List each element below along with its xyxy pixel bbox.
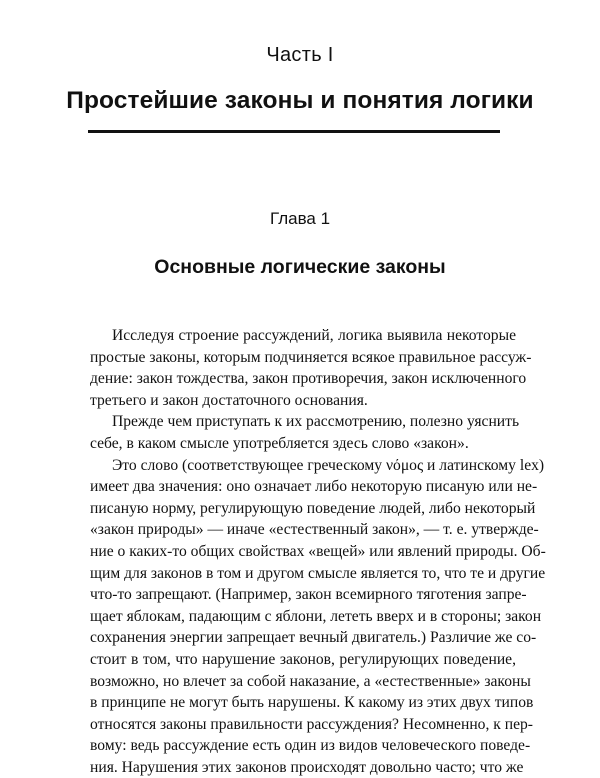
body-line: писаную норму, регулирующую поведение людей, либо некоторый (90, 499, 536, 517)
body-line: Это слово (соответствующее греческому νόμος и латинскому lex) (112, 456, 545, 474)
body-line: Исследуя строение рассуждений, логика выявила некоторые (112, 327, 516, 344)
body-line: щает яблокам, падающим с яблони, лететь вверх и в стороны; закон (90, 607, 542, 625)
body-line: относятся законы правильности рассуждения? Несомненно, к пер- (90, 715, 533, 733)
body-line: стоит в том, что нарушение законов, регулирующих поведение, (90, 650, 516, 668)
part-title: Простейшие законы и понятия логики (66, 87, 534, 114)
body-line: что-то запрещают. (Например, закон всемирного тяготения запре- (90, 586, 527, 604)
body-line: себе, в каком смысле употребляется здесь слово «закон». (90, 434, 469, 452)
body-line: вому: ведь рассуждение есть один из видов человеческого поведе- (90, 737, 531, 755)
body-line: «закон природы» — иначе «естественный закон», — т. е. утвержде- (90, 521, 539, 539)
body-line: имеет два значения: оно означает либо некоторую писаную или не- (90, 478, 538, 496)
chapter-title: Основные логические законы (154, 256, 446, 278)
body-line: щим для законов в том и другом смысле является то, что те и другие (90, 564, 546, 582)
body-line: третьего и закон достаточного основания. (90, 391, 368, 409)
body-line: в принципе не могут быть нарушены. К какому из этих двух типов (90, 694, 534, 712)
body-line: ние о каких-то общих свойствах «вещей» или явлений природы. Об- (90, 542, 546, 560)
body-line: простые законы, которым подчиняется всякое правильное рассуж- (90, 348, 532, 366)
body-line: возможно, но влечет за собой наказание, а «естественные» законы (90, 672, 531, 690)
part-title-underline (88, 130, 500, 133)
part-label: Часть I (266, 44, 334, 66)
body-line: дение: закон тождества, закон противоречия, закон исключенного (90, 370, 527, 388)
body-line: Прежде чем приступать к их рассмотрению, полезно уяснить (112, 413, 520, 431)
body-line: сохранения энергии запрещает вечный двигатель.) Различие же со- (90, 629, 537, 647)
chapter-body-text (90, 325, 546, 778)
chapter-label: Глава 1 (269, 209, 331, 228)
body-line: ния. Нарушения этих законов происходят довольно часто; что же (90, 758, 524, 776)
